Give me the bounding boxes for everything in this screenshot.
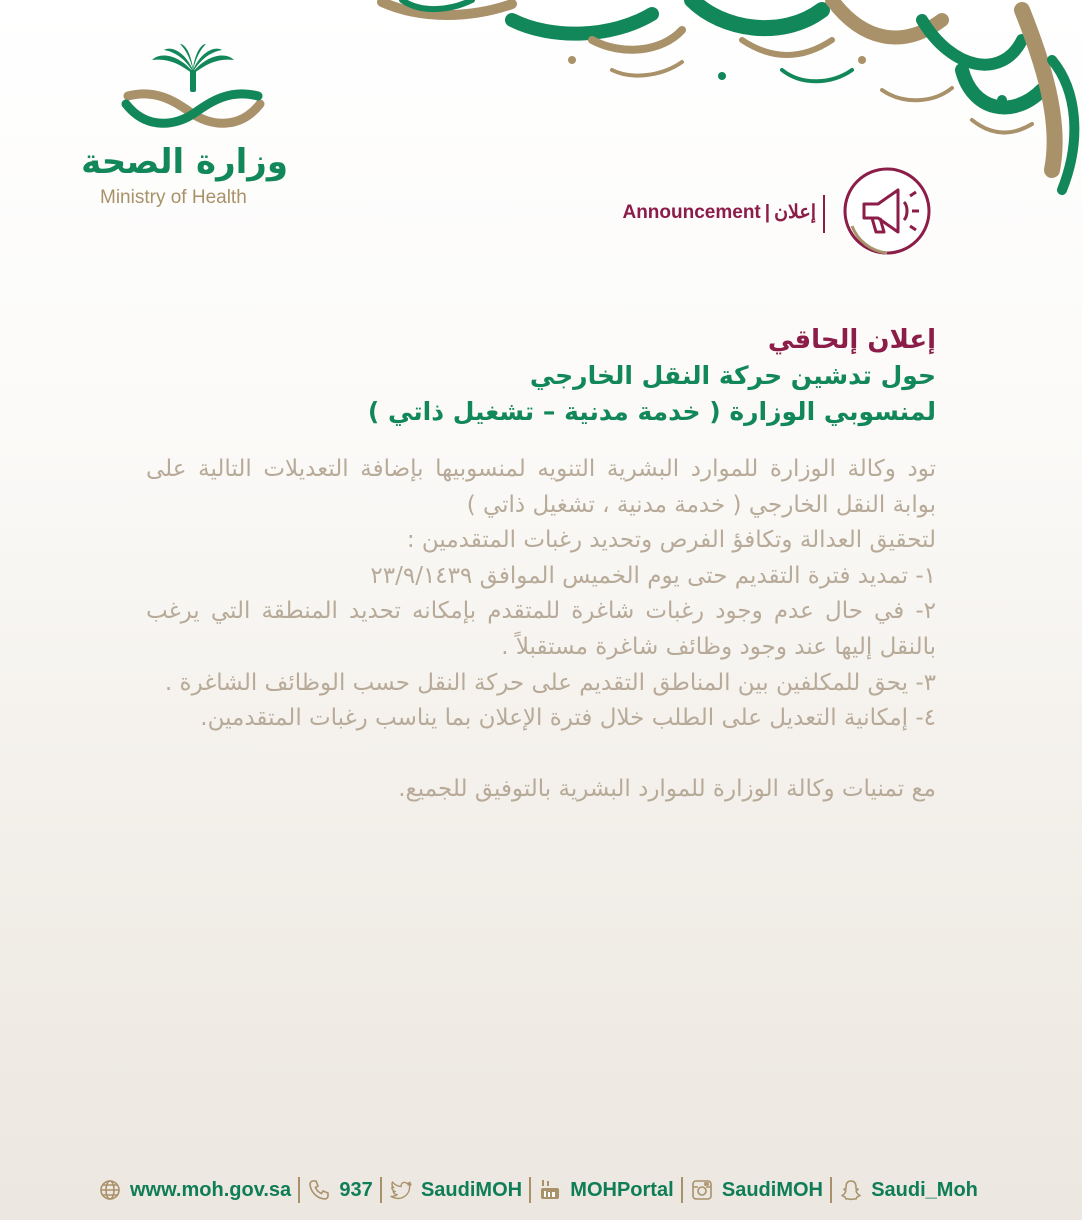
footer-divider: [380, 1177, 382, 1203]
footer-phone-text[interactable]: 937: [339, 1178, 373, 1201]
announcement-body: [146, 452, 936, 807]
announcement-label-ar: إعلان: [774, 202, 816, 223]
logo-name-arabic: وزارة الصحة: [81, 142, 288, 182]
footer-snapchat[interactable]: [839, 1178, 978, 1202]
footer-instagram[interactable]: [690, 1178, 823, 1202]
announcement-titles: [150, 322, 936, 430]
announcement-label-separator: |: [764, 202, 771, 223]
instagram-icon: [690, 1178, 714, 1202]
twitter-icon: [389, 1178, 413, 1202]
announcement-divider: [823, 195, 825, 233]
moh-logo: [81, 44, 296, 219]
body-item-2: ٢- في حال عدم وجود رغبات شاغرة للمتقدم بإمكانه تحديد المنطقة التي يرغب بالنقل إليها عند وجود وظائف شاغرة مستقبلاً .: [146, 598, 936, 660]
globe-icon: [98, 1178, 122, 1202]
calligraphy-decoration: [362, 0, 1082, 200]
body-purpose: لتحقيق العدالة وتكافؤ الفرص وتحديد رغبات المتقدمين :: [406, 527, 936, 554]
youtube-icon: [538, 1178, 562, 1202]
footer-twitter[interactable]: [389, 1178, 522, 1202]
footer-youtube-text[interactable]: MOHPortal: [570, 1178, 674, 1201]
footer-divider: [830, 1177, 832, 1203]
footer-divider: [529, 1177, 531, 1203]
body-closing: مع تمنيات وكالة الوزارة للموارد البشرية بالتوفيق للجميع.: [398, 775, 936, 802]
body-item-3: ٣- يحق للمكلفين بين المناطق التقديم على حركة النقل حسب الوظائف الشاغرة .: [164, 669, 936, 696]
spacer: [146, 737, 936, 772]
announcement-label: [560, 200, 816, 226]
footer-phone[interactable]: [307, 1178, 372, 1202]
snapchat-icon: [839, 1178, 863, 1202]
announcement-label-en: Announcement: [622, 202, 761, 223]
footer-divider: [298, 1177, 300, 1203]
phone-icon: [307, 1178, 331, 1202]
title-line-2: حول تدشين حركة النقل الخارجي: [529, 361, 936, 390]
footer-twitter-text[interactable]: SaudiMOH: [420, 1178, 523, 1201]
body-item-4: ٤- إمكانية التعديل على الطلب خلال فترة الإعلان بما يناسب رغبات المتقدمين.: [200, 705, 936, 732]
footer-instagram-text[interactable]: SaudiMOH: [721, 1178, 823, 1201]
footer-website[interactable]: [98, 1178, 291, 1202]
title-line-1: إعلان إلحاقي: [767, 325, 936, 355]
body-intro: تود وكالة الوزارة للموارد البشرية التنويه لمنسوبيها بإضافة التعديلات التالية على بوابة النقل الخارجي ( خدمة مدنية ، تشغيل ذاتي ): [146, 456, 936, 518]
footer-snapchat-text[interactable]: Saudi_Moh: [871, 1178, 978, 1201]
megaphone-icon: [842, 166, 932, 256]
footer-website-text[interactable]: www.moh.gov.sa: [130, 1178, 292, 1201]
footer-youtube[interactable]: [538, 1178, 673, 1202]
palm-emblem-icon: [118, 44, 268, 139]
title-line-3: لمنسوبي الوزارة ( خدمة مدنية – تشغيل ذاتي ): [367, 397, 936, 426]
body-item-1: ١- تمديد فترة التقديم حتى يوم الخميس الموافق ٢٣/٩/١٤٣٩: [370, 562, 936, 589]
footer-divider: [681, 1177, 683, 1203]
logo-name-english: Ministry of Health: [100, 187, 247, 208]
footer-contacts: [98, 1170, 978, 1210]
